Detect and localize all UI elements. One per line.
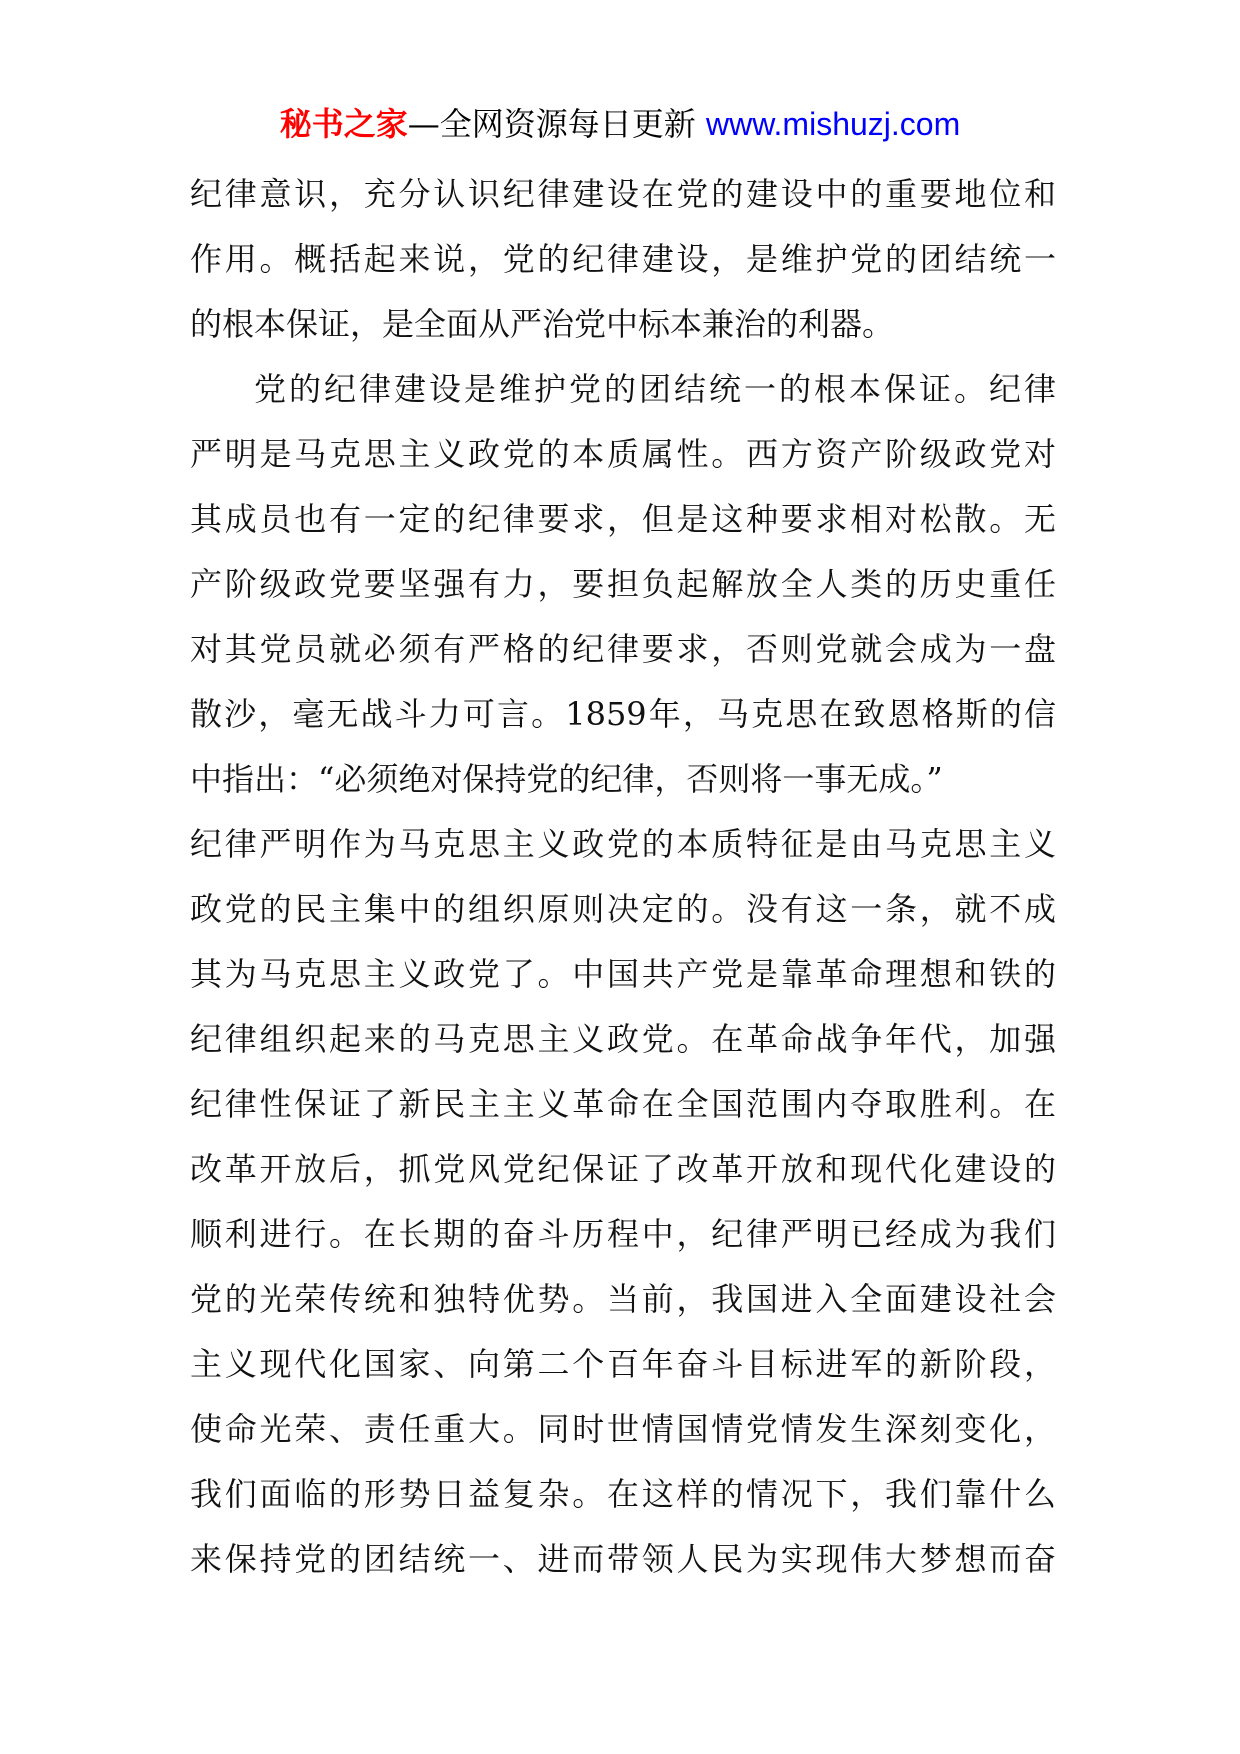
text-line: 政党的民主集中的组织原则决定的。没有这一条，就不成 — [190, 890, 1056, 928]
text-line: 其为马克思主义政党了。中国共产党是靠革命理想和铁的 — [190, 955, 1056, 993]
text-line: 纪律性保证了新民主主义革命在全国范围内夺取胜利。在 — [190, 1085, 1056, 1123]
page-header — [0, 100, 1240, 148]
text-line: 党的纪律建设是维护党的团结统一的根本保证。纪律 — [254, 370, 1056, 408]
text-line: 中指出：“必须绝对保持党的纪律，否则将一事无成。” — [190, 760, 943, 798]
text-line: 的根本保证，是全面从严治党中标本兼治的利器。 — [190, 305, 895, 343]
text-line: 主义现代化国家、向第二个百年奋斗目标进军的新阶段， — [190, 1345, 1056, 1383]
site-url[interactable]: www.mishuzj.com — [705, 106, 961, 142]
text-line: 我们面临的形势日益复杂。在这样的情况下，我们靠什么 — [190, 1475, 1056, 1513]
text-line: 作用。概括起来说，党的纪律建设，是维护党的团结统一 — [190, 240, 1056, 278]
text-line: 严明是马克思主义政党的本质属性。西方资产阶级政党对 — [190, 435, 1056, 473]
text-line: 使命光荣、责任重大。同时世情国情党情发生深刻变化， — [190, 1410, 1056, 1448]
text-line: 来保持党的团结统一、进而带领人民为实现伟大梦想而奋 — [190, 1540, 1056, 1578]
text-line: 纪律意识，充分认识纪律建设在党的建设中的重要地位和 — [190, 175, 1056, 213]
text-line: 纪律组织起来的马克思主义政党。在革命战争年代，加强 — [190, 1020, 1056, 1058]
header-tagline: —全网资源每日更新 — [407, 105, 696, 143]
document-body — [190, 162, 1056, 1592]
text-line: 改革开放后，抓党风党纪保证了改革开放和现代化建设的 — [190, 1150, 1056, 1188]
text-line: 对其党员就必须有严格的纪律要求，否则党就会成为一盘 — [190, 630, 1056, 668]
text-line: 顺利进行。在长期的奋斗历程中，纪律严明已经成为我们 — [190, 1215, 1056, 1253]
text-line: 散沙，毫无战斗力可言。1859年，马克思在致恩格斯的信 — [190, 695, 1056, 733]
text-line: 产阶级政党要坚强有力，要担负起解放全人类的历史重任 — [190, 565, 1056, 603]
text-line: 党的光荣传统和独特优势。当前，我国进入全面建设社会 — [190, 1280, 1056, 1318]
text-line: 纪律严明作为马克思主义政党的本质特征是由马克思主义 — [190, 825, 1056, 863]
text-line: 其成员也有一定的纪律要求，但是这种要求相对松散。无 — [190, 500, 1056, 538]
brand-name: 秘书之家 — [279, 105, 408, 143]
